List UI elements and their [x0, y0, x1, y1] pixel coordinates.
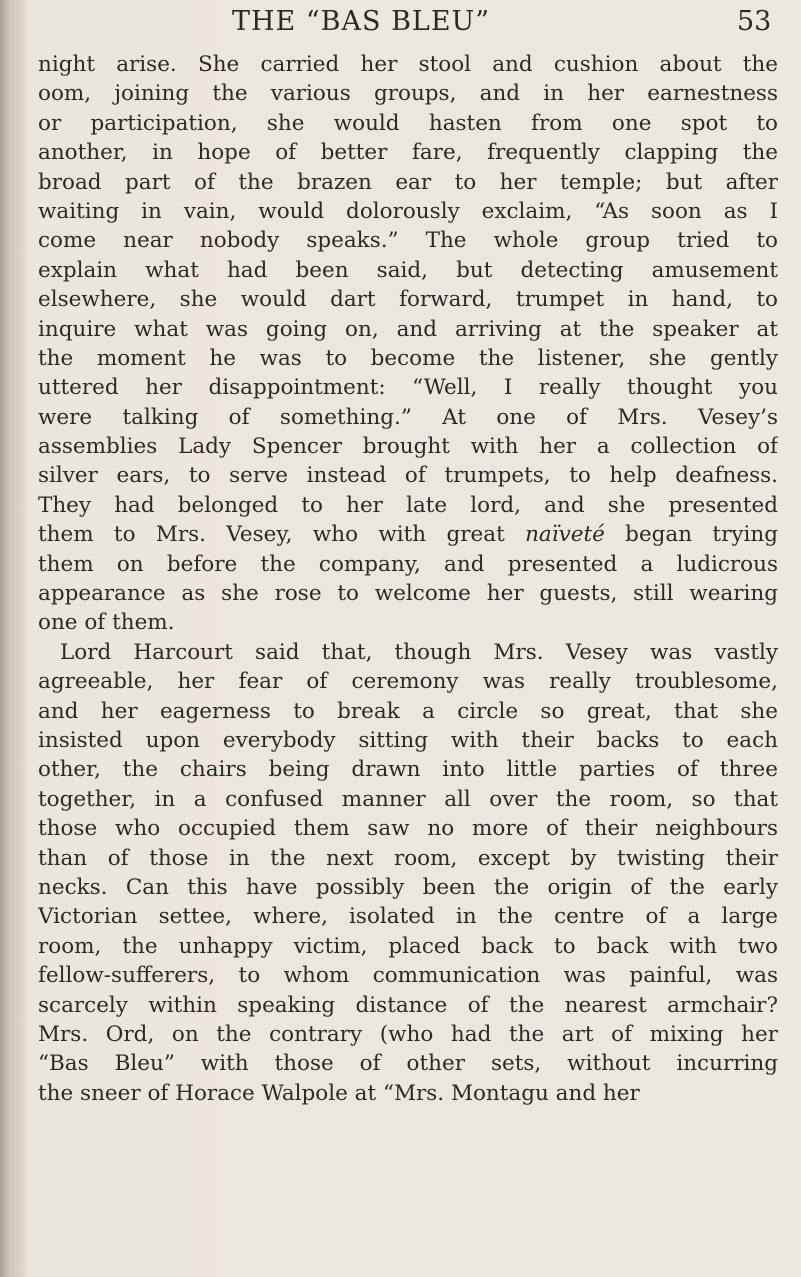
text-line: elsewhere, she would dart forward, trumpet in hand, to	[38, 287, 778, 313]
text-line: them on before the company, and presented a ludicrous	[38, 551, 778, 577]
text-line: and her eagerness to break a circle so great, that she	[38, 698, 778, 724]
text-line: other, the chairs being drawn into little parties of three	[38, 757, 778, 783]
page-number: 53	[737, 6, 772, 37]
text-line: inquire what was going on, and arriving at the speaker at	[38, 316, 778, 342]
text-line: the sneer of Horace Walpole at “Mrs. Montagu and her	[38, 1080, 640, 1106]
text-line: broad part of the brazen ear to her temple; but after	[38, 169, 778, 195]
text-line: appearance as she rose to welcome her guests, still wearing	[38, 581, 778, 607]
text-line: assemblies Lady Spencer brought with her a collection of	[38, 434, 778, 460]
text-line: room, the unhappy victim, placed back to back with two	[38, 933, 778, 959]
text-line: explain what had been said, but detecting amusement	[38, 257, 778, 283]
text-line: uttered her disappointment: “Well, I really thought you	[38, 375, 778, 401]
text-line: one of them.	[38, 610, 175, 636]
page-header	[0, 2, 801, 42]
body-text	[38, 50, 778, 1108]
running-head: THE “BAS BLEU”	[232, 6, 491, 37]
text-segment: them to Mrs. Vesey, who with great	[38, 522, 526, 548]
text-line: the moment he was to become the listener, she gently	[38, 345, 778, 371]
text-line: those who occupied them saw no more of their neighbours	[38, 816, 778, 842]
text-line: night arise. She carried her stool and cushion about the	[38, 52, 778, 77]
text-line: than of those in the next room, except by twisting their	[38, 845, 778, 871]
italic-word: naïveté	[525, 522, 605, 548]
text-line: oom, joining the various groups, and in her earnestness	[38, 81, 778, 107]
text-line: insisted upon everybody sitting with their backs to each	[38, 727, 778, 753]
text-line: Lord Harcourt said that, though Mrs. Vesey was vastly	[60, 639, 778, 665]
text-line: scarcely within speaking distance of the nearest armchair?	[38, 992, 778, 1018]
text-line: together, in a confused manner all over the room, so that	[38, 786, 778, 812]
page-gutter-shadow	[0, 0, 28, 1277]
text-line: another, in hope of better fare, frequently clapping the	[38, 140, 778, 166]
text-segment: began trying	[604, 522, 778, 548]
text-line: necks. Can this have possibly been the origin of the early	[38, 874, 778, 900]
text-line: silver ears, to serve instead of trumpets, to help deafness.	[38, 463, 778, 489]
text-line: come near nobody speaks.” The whole group tried to	[38, 228, 778, 254]
text-line: Victorian settee, where, isolated in the centre of a large	[38, 904, 778, 930]
text-line: were talking of something.” At one of Mrs. Vesey’s	[38, 404, 778, 430]
text-line: agreeable, her fear of ceremony was really troublesome,	[38, 669, 778, 695]
text-line: or participation, she would hasten from one spot to	[38, 110, 778, 136]
text-line: “Bas Bleu” with those of other sets, without incurring	[38, 1051, 778, 1077]
text-line: They had belonged to her late lord, and she presented	[38, 492, 778, 518]
text-line	[38, 520, 778, 549]
text-line: waiting in vain, would dolorously exclaim, “As soon as I	[38, 198, 778, 224]
text-line: Mrs. Ord, on the contrary (who had the art of mixing her	[38, 1021, 778, 1047]
text-line: fellow-sufferers, to whom communication was painful, was	[38, 963, 778, 989]
